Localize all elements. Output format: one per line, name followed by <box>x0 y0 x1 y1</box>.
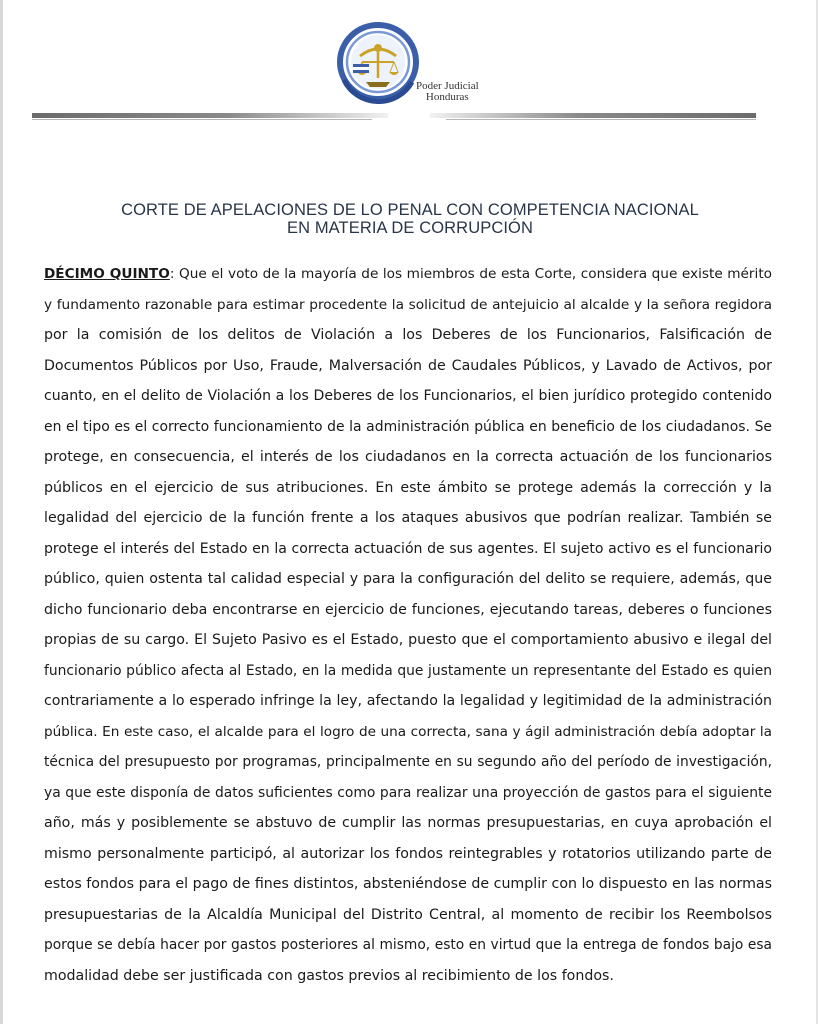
body-line: año, más y posiblemente se abstuvo de cumplir las normas presupuestarias, en cuya aprobación el <box>44 815 772 831</box>
body-line: Documentos Públicos por Uso, Fraude, Malversación de Caudales Públicos, y Lavado de Activos, por <box>44 357 772 374</box>
body-line: protege el interés del Estado en la correcta actuación de sus agentes. El sujeto activo es el funcionario <box>44 540 772 557</box>
body-line: porque se debía hacer por gastos posteriores al mismo, esto en virtud que la entrega de fondos bajo esa <box>44 937 772 953</box>
body-line: dicho funcionario deba encontrarse en ejercicio de funciones, ejecutando tareas, deberes o funciones <box>44 601 772 618</box>
body-line: contrariamente a lo esperado infringe la ley, afectando la legalidad y legitimidad de la administración <box>44 693 772 709</box>
poder-judicial-logo <box>336 20 496 110</box>
body-line-text: : Que el voto de la mayoría de los miembros de esta Corte, considera que existe mérito <box>169 266 772 282</box>
body-line: cuanto, en el delito de Violación a los Deberes de los Funcionarios, el bien jurídico protegido contenido <box>44 388 772 404</box>
logo-line-1: Poder Judicial <box>416 80 479 92</box>
body-line: por la comisión de los delitos de Violación a los Deberes de los Funcionarios, Falsificación de <box>44 327 772 343</box>
header-thin-rule-left <box>32 119 372 120</box>
header-thin-rule-right <box>446 119 756 120</box>
logo-line-2: Honduras <box>425 91 469 103</box>
body-line: público, quien ostenta tal calidad especial y para la configuración del delito se requiere, además, que <box>44 571 772 587</box>
logo-wordmark <box>416 81 479 103</box>
body-line: estos fondos para el pago de fines distintos, absteniéndose de cumplir con lo dispuesto en las normas <box>44 876 772 892</box>
body-line: ya que este disponía de datos suficientes como para realizar una proyección de gastos para el siguiente <box>44 784 772 801</box>
section-heading: DÉCIMO QUINTO <box>44 266 170 282</box>
court-title-line-2: EN MATERIA DE CORRUPCIÓN <box>287 219 533 237</box>
body-line: en el tipo es el correcto funcionamiento de la administración pública en beneficio de los ciudadanos. Se <box>44 418 772 435</box>
body-line: y fundamento razonable para estimar procedente la solicitud de antejuicio al alcalde y la señora regidora <box>44 296 772 313</box>
court-title-line-1: CORTE DE APELACIONES DE LO PENAL CON COMPETENCIA NACIONAL <box>121 201 699 219</box>
body-line: protege, en consecuencia, el interés de los ciudadanos en la correcta actuación de los funcionarios <box>44 449 772 465</box>
court-title <box>60 201 760 237</box>
body-line: modalidad debe ser justificada con gastos previos al recibimiento de los fondos. <box>44 967 614 984</box>
page-left-edge <box>0 0 3 1024</box>
header-rule-left <box>32 113 388 118</box>
body-line: presupuestarias de la Alcaldía Municipal del Distrito Central, al momento de recibir los Reembolsos <box>44 906 772 923</box>
header-rule-right <box>430 113 756 118</box>
body-line: propias de su cargo. El Sujeto Pasivo es el Estado, puesto que el comportamiento abusivo e ilegal del <box>44 632 772 648</box>
body-line: mismo personalmente participó, al autorizar los fondos reintegrables y rotatorios utilizando parte de <box>44 845 772 862</box>
body-line: legalidad del ejercicio de la función frente a los ataques abusivos que podrían realizar. También se <box>44 510 772 526</box>
body-line <box>44 259 772 290</box>
body-line: pública. En este caso, el alcalde para el logro de una correcta, sana y ágil administración debía adoptar la <box>44 723 772 740</box>
body-line: funcionario público afecta al Estado, en la medida que justamente un representante del Estado es quien <box>44 662 772 679</box>
body-line: públicos en el ejercicio de sus atribuciones. En este ámbito se protege además la corrección y la <box>44 479 772 496</box>
body-line: técnica del presupuesto por programas, principalmente en su segundo año del período de investigación, <box>44 754 772 770</box>
document-body <box>44 259 772 991</box>
